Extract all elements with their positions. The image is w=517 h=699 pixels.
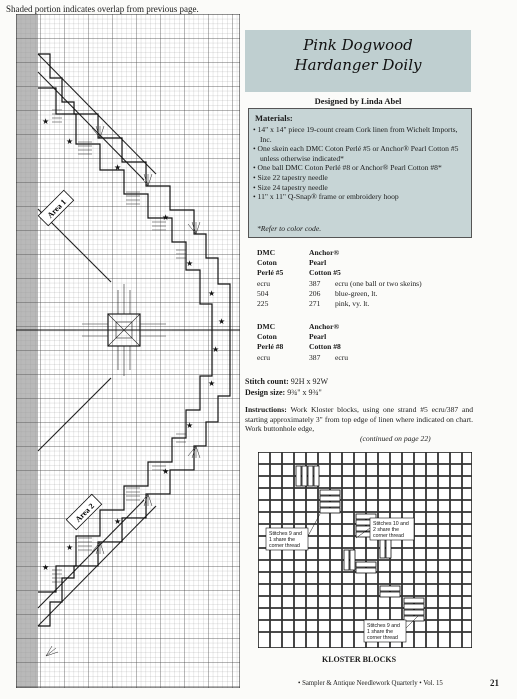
area-1-label: Area 1 [45, 197, 68, 220]
callout-mid-line-2: 2 share the [373, 527, 399, 533]
col-header: Pearl [309, 258, 327, 267]
svg-text:★: ★ [218, 317, 226, 326]
svg-text:★: ★ [186, 421, 194, 430]
page-number: 21 [490, 678, 499, 688]
col-header: Anchor® [309, 322, 340, 331]
materials-item: • Size 22 tapestry needle [253, 172, 328, 182]
title-line-1: Pink Dogwood [303, 36, 413, 54]
svg-text:★: ★ [162, 213, 170, 222]
col-header: Coton [257, 258, 277, 267]
col-header: Cotton #8 [309, 342, 341, 351]
callout-left-line-2: 1 share the [269, 537, 295, 543]
instructions-label: Instructions: [245, 405, 287, 414]
svg-text:★: ★ [114, 163, 122, 172]
table-row [257, 353, 477, 363]
materials-item: • Size 24 tapestry needle [253, 182, 328, 192]
svg-text:★: ★ [66, 137, 74, 146]
svg-text:★: ★ [208, 289, 216, 298]
callout-mid-line-1: Stitches 10 and [373, 521, 409, 527]
area-2-label: Area 2 [73, 501, 96, 524]
kloster-blocks-diagram [258, 452, 472, 648]
stitch-count-label: Stitch count: [245, 377, 289, 386]
svg-text:★: ★ [42, 117, 50, 126]
callout-left-line-1: Stitches 9 and [269, 531, 302, 537]
design-size [245, 388, 322, 397]
col-header: Perlé #5 [257, 268, 284, 277]
col-header: Cotton #5 [309, 268, 341, 277]
table-row [257, 289, 477, 299]
svg-text:★: ★ [114, 517, 122, 526]
page-footer: • Sampler & Antique Needlework Quarterly • Vol. 15 [298, 680, 443, 687]
desc-cell: blue-green, lt. [335, 289, 378, 298]
svg-text:★: ★ [42, 563, 50, 572]
materials-note: *Refer to color code. [257, 224, 322, 233]
designer-credit: Designed by Linda Abel [314, 96, 402, 106]
svg-text:★: ★ [186, 259, 194, 268]
materials-list [253, 125, 467, 202]
materials-item: • One skein each DMC Coton Perlé #5 or Anchor® Pearl Cotton #5 unless otherwise indicated* [253, 144, 459, 163]
desc-cell: ecru (one ball or two skeins) [335, 279, 422, 288]
col-header: Pearl [309, 332, 327, 341]
anchor-cell: 206 [309, 289, 321, 298]
materials-box [248, 108, 472, 238]
dmc-cell: ecru [257, 353, 271, 362]
col-header: DMC [257, 248, 276, 257]
stitch-count [245, 377, 328, 386]
overlap-note: Shaded portion indicates overlap from previous page. [6, 4, 199, 14]
pattern-chart [16, 14, 240, 688]
desc-cell: ecru [335, 353, 349, 362]
table-row [257, 279, 477, 289]
materials-heading: Materials: [255, 113, 293, 123]
col-header: Anchor® [309, 248, 340, 257]
col-header: Coton [257, 332, 277, 341]
svg-text:★: ★ [66, 543, 74, 552]
title-line-2: Hardanger Doily [294, 56, 422, 74]
title-panel [245, 30, 471, 92]
instructions [245, 405, 473, 434]
callout-bottom-line-2: 1 share the [367, 629, 393, 635]
design-size-label: Design size: [245, 388, 286, 397]
svg-text:★: ★ [162, 467, 170, 476]
thread-table-perle-5 [257, 248, 477, 318]
callout-bottom-line-3: corner thread [367, 635, 398, 641]
callout-mid-line-3: corner thread [373, 533, 404, 539]
stitch-count-value: 92H x 92W [290, 377, 329, 386]
design-size-value: 9¾" x 9¾" [287, 388, 322, 397]
col-header: Perlé #8 [257, 342, 284, 351]
svg-text:★: ★ [208, 379, 216, 388]
materials-item: • 14" x 14" piece 19-count cream Cork linen from Wichelt Imports, Inc. [253, 125, 458, 144]
materials-item: • One ball DMC Coton Perlé #8 or Anchor® Pearl Cotton #8* [253, 163, 442, 173]
dmc-cell: 225 [257, 299, 269, 308]
kloster-blocks-label: KLOSTER BLOCKS [322, 655, 397, 664]
anchor-cell: 387 [309, 353, 321, 362]
table-row [257, 299, 477, 309]
thread-table-perle-8 [257, 322, 477, 367]
callout-bottom-line-1: Stitches 9 and [367, 623, 400, 629]
instructions-text: Work Kloster blocks, using one strand #5 ecru/387 and starting approximately 3" from top edge of linen where indicated on chart. Work buttonhole edge, [245, 405, 473, 434]
callout-left-line-3: corner thread [269, 543, 300, 549]
dmc-cell: 504 [257, 289, 269, 298]
continued-note: (continued on page 22) [360, 434, 431, 443]
desc-cell: pink, vy. lt. [335, 299, 370, 308]
materials-item: • 11" x 11" Q-Snap® frame or embroidery hoop [253, 192, 399, 202]
col-header: DMC [257, 322, 276, 331]
anchor-cell: 387 [309, 279, 321, 288]
svg-text:★: ★ [212, 345, 220, 354]
anchor-cell: 271 [309, 299, 321, 308]
dmc-cell: ecru [257, 279, 271, 288]
